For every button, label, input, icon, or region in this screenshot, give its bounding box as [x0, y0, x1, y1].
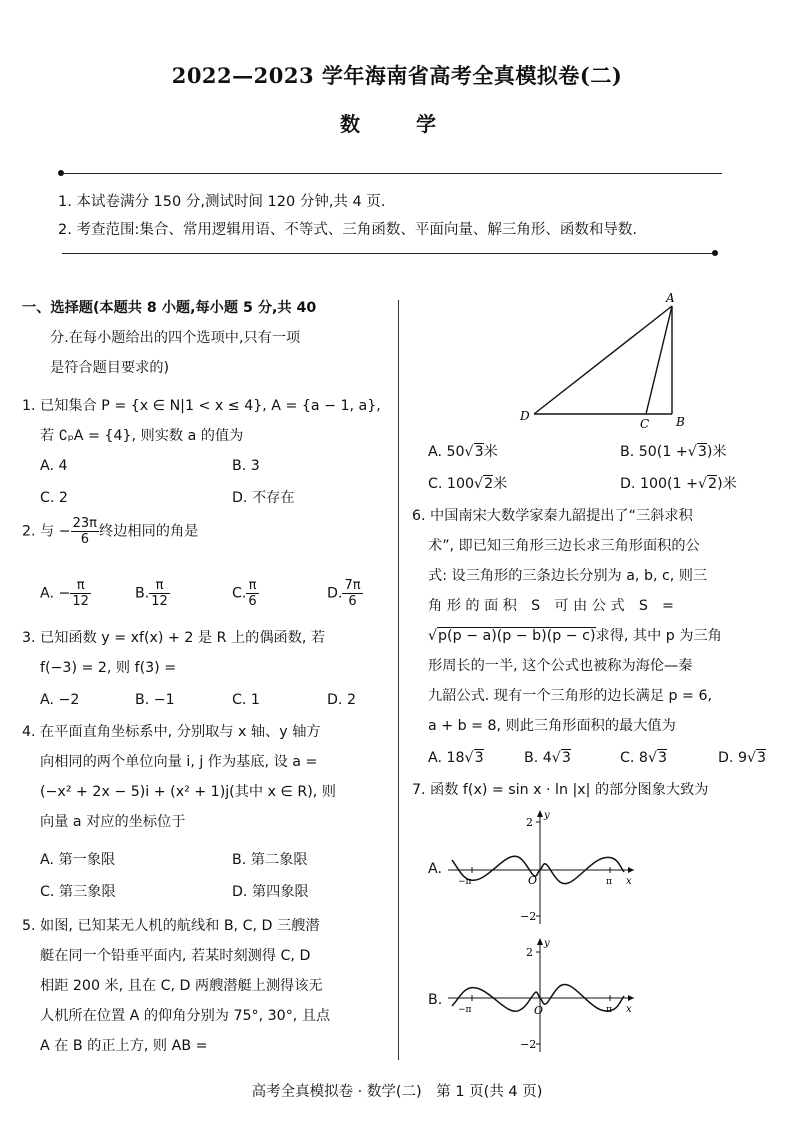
q5-triangle-figure: [510, 290, 700, 430]
q7-option-a-label: A.: [428, 861, 442, 877]
q6-d-rad: 3: [757, 750, 767, 766]
q7b-neg-pi-label: −π: [458, 1005, 472, 1015]
q7b-y-top-label: 2: [526, 946, 533, 959]
q4-option-b: B. 第二象限: [232, 852, 308, 868]
q7a-x-arrow-icon: [628, 867, 634, 873]
section-heading-l1: 一、选择题(本题共 8 小题,每小题 5 分,共 40: [22, 300, 317, 316]
q5-line-1: 5. 如图, 已知某无人机的航线和 B, C, D 三艘潜: [22, 918, 320, 934]
q7b-x-arrow-icon: [628, 995, 634, 1001]
q6-line-4: 角 形 的 面 积 S 可 由 公 式 S =: [428, 598, 674, 614]
section-heading-l3: 是符合题目要求的): [50, 360, 170, 376]
q3-option-b: B. −1: [135, 692, 175, 708]
q5-b-sqrt: √: [687, 444, 697, 460]
column-divider: [398, 300, 399, 1060]
q2-a-pre: A. −: [40, 585, 71, 602]
q5-a-post: 米: [483, 444, 498, 460]
q2-a-num: π: [70, 578, 91, 594]
q5-a-sqrt: √: [464, 444, 474, 460]
q6-line-1: 6. 中国南宋大数学家秦九韶提出了“三斜求积: [412, 508, 693, 524]
q6-line-8: a + b = 8, 则此三角形面积的最大值为: [428, 718, 676, 734]
q5-c-rad: 2: [484, 476, 494, 492]
q7b-y-bottom-label: −2: [520, 1038, 537, 1051]
q6-b-sqrt: √: [551, 750, 561, 766]
q5-option-a: [428, 438, 498, 468]
q7a-neg-pi-label: −π: [458, 877, 472, 887]
q7a-y-top-label: 2: [526, 816, 533, 829]
q2-fraction: [71, 516, 99, 547]
q5-line-4: 人机所在位置 A 的仰角分别为 75°, 30°, 且点: [40, 1008, 331, 1024]
q1-line-2: 若 ∁ₚA = {4}, 则实数 a 的值为: [40, 428, 244, 444]
q5-option-d: [620, 470, 737, 500]
q6-d-sqrt: √: [746, 750, 757, 766]
q6-option-a: [428, 744, 484, 774]
q6-c-pre: C. 8: [620, 750, 648, 766]
q5-b-pre: B. 50(1 +: [620, 444, 688, 460]
q6-line-6: 形周长的一半, 这个公式也被称为海伦—秦: [428, 658, 693, 674]
q2-c-frac: [246, 578, 258, 609]
exam-title: 2022—2023 学年海南省高考全真模拟卷(二): [171, 63, 623, 88]
q6-option-b: [524, 744, 571, 774]
q2-frac-num: 23π: [72, 516, 98, 531]
q6-d-pre: D. 9: [718, 750, 747, 766]
q7a-y-bottom-label: −2: [520, 910, 537, 923]
q5-segment-ca: [646, 306, 672, 414]
q5-d-post: )米: [717, 476, 737, 492]
q5-segment-da: [534, 306, 672, 414]
q2-c-num: π: [246, 578, 258, 594]
q2-frac-den: 6: [80, 532, 89, 547]
q2-option-a: [40, 578, 91, 609]
page-footer: 高考全真模拟卷 · 数学(二) 第 1 页(共 4 页): [251, 1084, 543, 1100]
q5-label-c: C: [640, 417, 650, 430]
q6-a-pre: A. 18: [428, 750, 465, 766]
q3-option-d: D. 2: [327, 692, 356, 708]
q6-line-7: 九韶公式. 现有一个三角形的边长满足 p = 6,: [428, 688, 712, 704]
q5-line-5: A 在 B 的正上方, 则 AB =: [40, 1038, 208, 1054]
q3-option-a: A. −2: [40, 692, 80, 708]
q4-line-2: 向相同的两个单位向量 i, j 作为基底, 设 a =: [40, 754, 318, 770]
q2-a-frac: [70, 578, 91, 609]
q2-stem-post: 终边相同的角是: [99, 523, 199, 540]
q2-b-den: 12: [151, 594, 168, 609]
q5-label-a: A: [666, 291, 675, 305]
q5-label-d: D: [520, 409, 530, 423]
q6-line-2: 术”, 即已知三角形三边长求三角形面积的公: [428, 538, 700, 554]
q2-option-d: [327, 578, 363, 609]
q4-line-1: 4. 在平面直角坐标系中, 分别取与 x 轴、y 轴方: [22, 724, 321, 740]
q6-sqrt-sign: √: [428, 628, 438, 644]
q5-d-sqrt: √: [697, 476, 708, 492]
q7b-pos-pi-label: π: [606, 1005, 612, 1015]
q7a-pos-pi-label: π: [606, 877, 612, 887]
bottom-rule: [62, 253, 714, 254]
q2-d-pre: D.: [327, 585, 343, 602]
q3-line-2: f(−3) = 2, 则 f(3) =: [40, 660, 177, 676]
q1-option-d: D. 不存在: [232, 490, 295, 506]
q7b-y-label: y: [544, 938, 550, 949]
q7a-x-label: x: [626, 876, 632, 887]
left-column: [22, 294, 392, 1074]
q5-c-pre: C. 100: [428, 476, 475, 492]
q5-c-sqrt: √: [474, 476, 484, 492]
q2-d-frac: [342, 578, 362, 609]
q5-d-pre: D. 100(1 +: [620, 476, 698, 492]
q3-option-c: C. 1: [232, 692, 260, 708]
q7-option-b-label: B.: [428, 992, 443, 1008]
q2-a-den: 12: [72, 594, 89, 609]
q5-a-pre: A. 50: [428, 444, 465, 460]
q1-option-b: B. 3: [232, 458, 260, 474]
q7a-origin-label: O: [528, 874, 538, 887]
q5-label-b: B: [676, 415, 685, 429]
q2-d-den: 6: [348, 594, 357, 609]
subject-title: 数 学: [340, 112, 454, 136]
q6-line-3: 式: 设三角形的三条边长分别为 a, b, c, 则三: [428, 568, 708, 584]
q4-line-3: (−x² + 2x − 5)i + (x² + 1)j(其中 x ∈ R), 则: [40, 784, 336, 800]
q2-c-pre: C.: [232, 585, 247, 602]
q2-option-b: [135, 578, 170, 609]
q6-b-pre: B. 4: [524, 750, 552, 766]
section-heading-l2: 分.在每小题给出的四个选项中,只有一项: [50, 330, 301, 346]
q2-option-c: [232, 578, 259, 609]
q6-b-rad: 3: [561, 750, 571, 766]
q2-stem: [22, 516, 198, 547]
q6-c-sqrt: √: [647, 750, 657, 766]
q4-line-4: 向量 a 对应的坐标位于: [40, 814, 186, 830]
q2-b-num: π: [149, 578, 170, 594]
q1-option-c: C. 2: [40, 490, 68, 506]
q6-option-d: [718, 744, 766, 774]
q4-option-c: C. 第三象限: [40, 884, 116, 900]
q5-c-post: 米: [493, 476, 508, 492]
q2-stem-pre: 2. 与 −: [22, 523, 71, 540]
note-1: 1. 本试卷满分 150 分,测试时间 120 分钟,共 4 页.: [58, 194, 386, 210]
q6-line-5-post: 求得, 其中 p 为三角: [595, 628, 722, 644]
q6-option-c: [620, 744, 667, 774]
q6-c-rad: 3: [658, 750, 668, 766]
exam-notes: [58, 188, 637, 244]
q5-b-rad: 3: [697, 444, 707, 460]
q1-option-a: A. 4: [40, 458, 68, 474]
q4-option-d: D. 第四象限: [232, 884, 309, 900]
q2-b-pre: B.: [135, 585, 150, 602]
q7a-y-arrow-icon: [537, 810, 543, 817]
top-rule: [62, 173, 722, 174]
q7b-y-arrow-icon: [537, 938, 543, 945]
note-2: 2. 考查范围:集合、常用逻辑用语、不等式、三角函数、平面向量、解三角形、函数和导数.: [58, 222, 637, 238]
q2-c-den: 6: [248, 594, 257, 609]
q2-d-num: 7π: [344, 578, 361, 593]
q5-d-rad: 2: [708, 476, 718, 492]
q7a-y-label: y: [544, 810, 550, 821]
q6-a-sqrt: √: [464, 750, 474, 766]
q5-b-post: )米: [706, 444, 727, 460]
q3-line-1: 3. 已知函数 y = xf(x) + 2 是 R 上的偶函数, 若: [22, 630, 326, 646]
q5-option-b: [620, 438, 727, 468]
q6-line-5: [428, 622, 722, 652]
q4-option-a: A. 第一象限: [40, 852, 116, 868]
q7b-x-label: x: [626, 1004, 632, 1015]
q1-line-1: 1. 已知集合 P = {x ∈ N|1 < x ≤ 4}, A = {a − 1, a},: [22, 398, 381, 414]
q5-line-2: 艇在同一个铅垂平面内, 若某时刻测得 C, D: [40, 948, 311, 964]
q7-graph-a: [448, 808, 638, 926]
rule-dot-right: [712, 250, 718, 256]
q6-a-rad: 3: [474, 750, 484, 766]
q7b-origin-label: O: [534, 1004, 544, 1017]
q5-a-rad: 3: [474, 444, 484, 460]
q7-graph-b: [448, 936, 638, 1054]
q5-line-3: 相距 200 米, 且在 C, D 两艘潜艇上测得该无: [40, 978, 323, 994]
q7-line-1: 7. 函数 f(x) = sin x · ln |x| 的部分图象大致为: [412, 782, 709, 798]
q6-radicand: p(p − a)(p − b)(p − c): [438, 628, 596, 644]
q5-option-c: [428, 470, 507, 500]
q2-b-frac: [149, 578, 170, 609]
